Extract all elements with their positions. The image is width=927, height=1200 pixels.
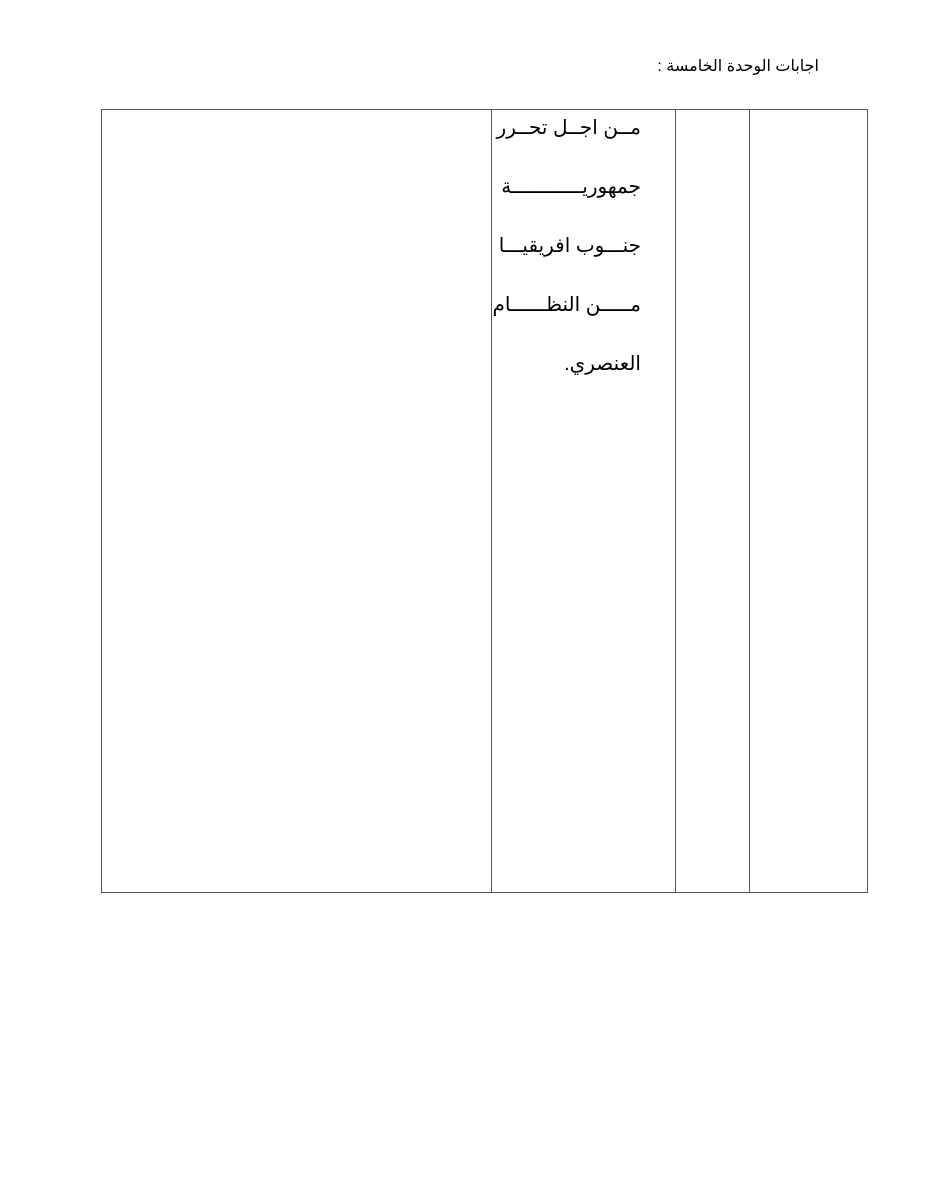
answer-line: جمهوريــــــــــــة (501, 176, 641, 198)
column-divider (749, 110, 750, 892)
page-heading: اجابات الوحدة الخامسة : (657, 58, 819, 75)
answer-line: مــن اجــل تحــرر (496, 117, 641, 139)
answer-cell (491, 110, 675, 892)
answers-table (101, 109, 868, 893)
column-divider (675, 110, 676, 892)
answer-line: مـــــن النظــــــام (492, 294, 641, 316)
answer-line: جنـــوب افريقيـــا (498, 235, 641, 257)
answer-line: العنصري. (564, 353, 641, 375)
